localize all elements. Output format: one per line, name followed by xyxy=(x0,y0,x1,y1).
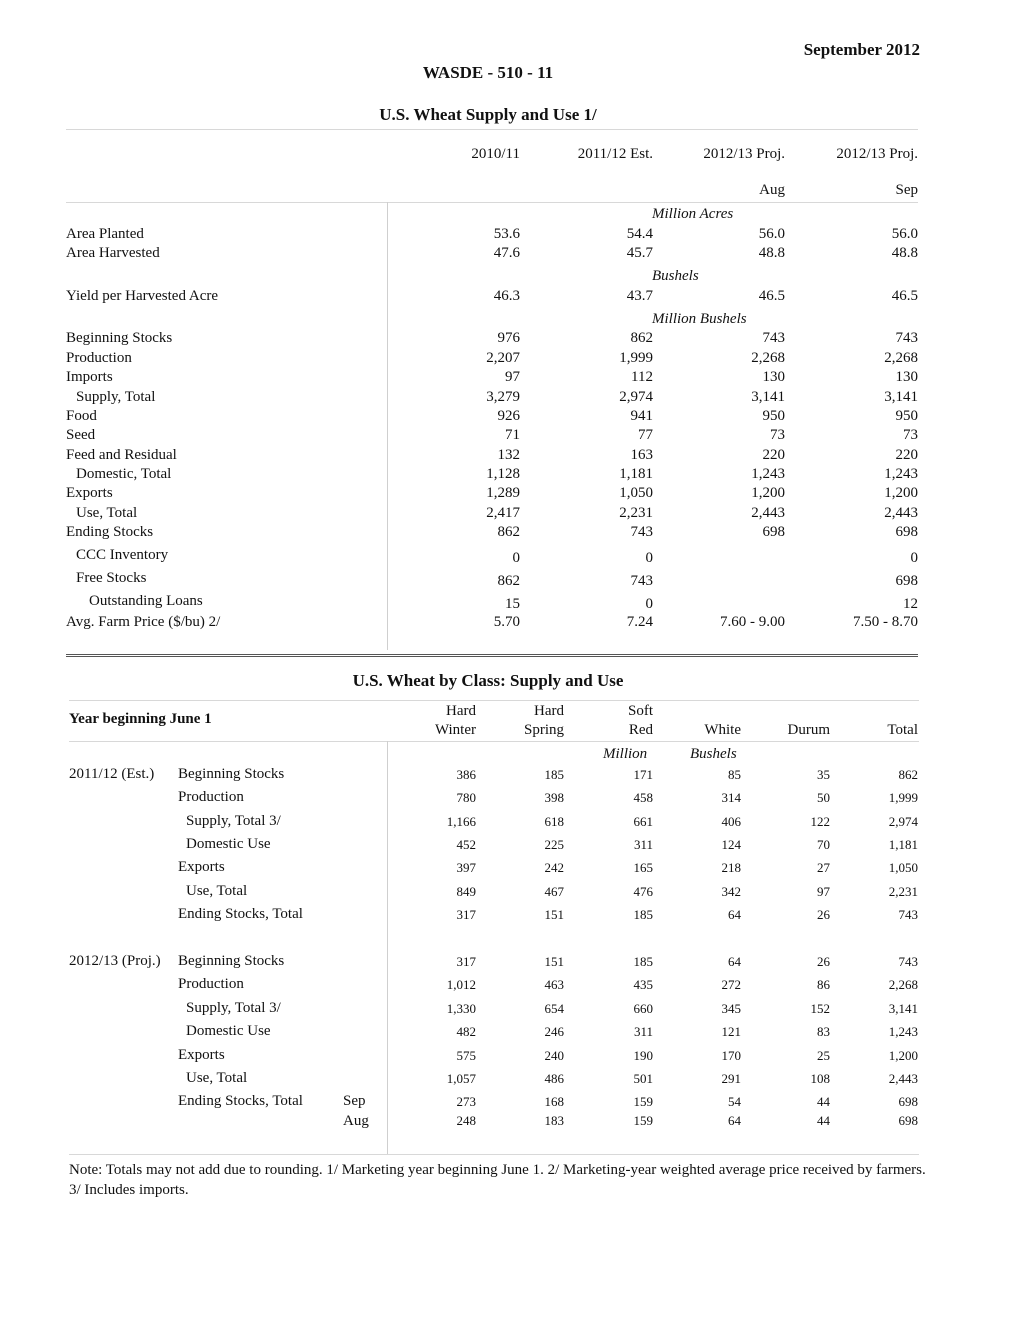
t2-row-label: Supply, Total 3/ xyxy=(186,1000,281,1016)
t2-row-label: Ending Stocks, Total xyxy=(178,906,303,922)
t2-cell: 1,166 xyxy=(446,814,476,829)
t2-cell: 1,330 xyxy=(446,1001,476,1016)
t2-row-label: Supply, Total 3/ xyxy=(186,813,281,829)
t2-cell: 152 xyxy=(810,1001,830,1016)
t2-cell: 654 xyxy=(544,1001,564,1016)
t1-cell: 130 xyxy=(895,369,918,385)
t2-cell: 345 xyxy=(721,1001,741,1016)
table2-header-rule xyxy=(69,741,919,742)
t2-cell: 463 xyxy=(544,977,564,992)
t1-subheader-aug: Aug xyxy=(759,182,785,198)
t2-cell: 618 xyxy=(544,814,564,829)
t1-row-label: Yield per Harvested Acre xyxy=(66,288,219,304)
t1-cell: 163 xyxy=(630,447,653,463)
table1-title: U.S. Wheat Supply and Use 1/ xyxy=(379,105,597,124)
t2-cell: 317 xyxy=(456,907,476,922)
t1-cell: 2,443 xyxy=(751,505,785,521)
t1-cell: 45.7 xyxy=(626,245,653,261)
t1-cell: 220 xyxy=(895,447,918,463)
t2-row-label: Production xyxy=(178,789,244,805)
t2-cell: 1,181 xyxy=(888,837,918,852)
ending-aug-label: Aug xyxy=(343,1113,369,1129)
t1-cell: 3,279 xyxy=(486,389,520,405)
t2-unit-million: Million xyxy=(603,746,648,762)
t2-cell: 575 xyxy=(456,1048,476,1063)
t1-cell: 743 xyxy=(762,330,785,346)
t1-cell: 1,243 xyxy=(751,466,785,482)
t2-col-header: Winter xyxy=(434,722,476,738)
t1-cell: 56.0 xyxy=(758,226,785,242)
t2-cell: 2,974 xyxy=(888,814,918,829)
t2-cell: 190 xyxy=(633,1048,653,1063)
table2-top-rule xyxy=(69,700,919,701)
t1-cell: 743 xyxy=(630,524,653,540)
t1-cell: 2,974 xyxy=(619,389,653,405)
group-2011-label: 2011/12 (Est.) xyxy=(69,766,155,782)
t2-cell: 397 xyxy=(456,860,476,875)
t1-unit-million-bushels: Million Bushels xyxy=(652,311,747,327)
t2-cell: 70 xyxy=(817,837,830,852)
t1-cell: 97 xyxy=(505,369,520,385)
t1-row-label: Supply, Total xyxy=(76,389,156,405)
t1-unit-million-acres: Million Acres xyxy=(652,206,734,222)
t2-cell: 64 xyxy=(728,907,741,922)
t2-cell: 246 xyxy=(544,1024,564,1039)
t2-row-label: Use, Total xyxy=(186,1070,248,1086)
t2-row-label: Domestic Use xyxy=(186,836,271,852)
t2-cell: 467 xyxy=(544,884,564,899)
t2-cell: 26 xyxy=(817,907,830,922)
t1-cell: 2,207 xyxy=(486,350,520,366)
t1-row-label: Use, Total xyxy=(76,505,138,521)
t2-cell: 26 xyxy=(817,954,830,969)
t2-cell: 386 xyxy=(456,767,476,782)
t2-cell: 311 xyxy=(633,1024,653,1039)
t2-cell: 97 xyxy=(817,884,830,899)
t2-cell: 122 xyxy=(810,814,830,829)
t1-cell: 3,141 xyxy=(884,389,918,405)
t2-cell: 1,012 xyxy=(446,977,476,992)
t2-cell: 86 xyxy=(817,977,830,992)
t2-cell: 458 xyxy=(633,790,653,805)
t2-row-label: Use, Total xyxy=(186,883,248,899)
t2-cell-aug: 698 xyxy=(898,1113,918,1128)
t2-col-header: Hard xyxy=(534,703,564,719)
t1-cell: 56.0 xyxy=(891,226,918,242)
t2-row-label: Production xyxy=(178,976,244,992)
t1-cell: 698 xyxy=(762,524,785,540)
t2-cell-aug: 183 xyxy=(544,1113,564,1128)
table1-divider xyxy=(387,202,388,650)
t2-cell: 151 xyxy=(544,907,564,922)
t1-row-label: Exports xyxy=(66,485,113,501)
t2-col-header: Red xyxy=(628,722,653,738)
t2-cell: 311 xyxy=(633,837,653,852)
t2-cell: 165 xyxy=(633,860,653,875)
t1-cell: 2,268 xyxy=(751,350,785,366)
t1-cell: 862 xyxy=(497,524,520,540)
t1-row-label: Beginning Stocks xyxy=(66,330,173,346)
t2-col-header: Hard xyxy=(446,703,476,719)
t1-cell: 5.70 xyxy=(493,614,520,630)
t1-row-label: CCC Inventory xyxy=(76,547,169,563)
t1-cell: 2,443 xyxy=(884,505,918,521)
t1-cell: 0 xyxy=(645,550,653,566)
t2-cell: 486 xyxy=(544,1071,564,1086)
t2-cell: 3,141 xyxy=(888,1001,918,1016)
t2-cell: 476 xyxy=(633,884,653,899)
t2-cell: 2,443 xyxy=(888,1071,918,1086)
t1-cell: 53.6 xyxy=(493,226,520,242)
t2-cell-aug: 159 xyxy=(633,1113,653,1128)
table1-top-rule xyxy=(66,129,918,130)
t2-col-header: Total xyxy=(887,722,918,738)
ending-sep-label: Sep xyxy=(343,1093,366,1109)
t1-row-label: Outstanding Loans xyxy=(89,593,203,609)
t2-cell: 108 xyxy=(810,1071,830,1086)
t1-cell: 47.6 xyxy=(493,245,520,261)
t1-row-label: Imports xyxy=(66,369,113,385)
t1-cell: 1,999 xyxy=(619,350,653,366)
t2-cell: 272 xyxy=(721,977,741,992)
t2-row-label: Domestic Use xyxy=(186,1023,271,1039)
t1-cell: 976 xyxy=(497,330,520,346)
t1-cell: 2,231 xyxy=(619,505,653,521)
t1-cell: 862 xyxy=(630,330,653,346)
t1-row-label: Feed and Residual xyxy=(66,447,177,463)
t1-row-label: Production xyxy=(66,350,132,366)
t2-cell: 171 xyxy=(633,767,653,782)
t2-cell: 54 xyxy=(728,1094,741,1109)
t1-cell: 7.60 - 9.00 xyxy=(720,614,785,630)
t1-cell: 48.8 xyxy=(891,245,918,261)
t2-cell: 168 xyxy=(544,1094,564,1109)
t2-cell: 501 xyxy=(633,1071,653,1086)
t2-cell: 698 xyxy=(898,1094,918,1109)
t1-cell: 132 xyxy=(497,447,520,463)
t2-cell: 121 xyxy=(721,1024,741,1039)
t1-col-header-1: 2010/11 xyxy=(471,146,520,162)
t1-cell: 743 xyxy=(895,330,918,346)
t1-cell: 1,200 xyxy=(884,485,918,501)
t2-cell: 151 xyxy=(544,954,564,969)
t2-cell: 342 xyxy=(721,884,741,899)
t1-cell: 73 xyxy=(903,427,918,443)
table1-header-rule xyxy=(66,202,918,203)
t1-row-label: Ending Stocks xyxy=(66,524,154,540)
t2-cell: 25 xyxy=(817,1048,830,1063)
t1-cell: 15 xyxy=(505,596,520,612)
t1-cell: 7.24 xyxy=(626,614,653,630)
t1-cell: 950 xyxy=(895,408,918,424)
t2-cell: 862 xyxy=(898,767,918,782)
table2-divider xyxy=(387,741,388,1154)
t1-cell: 1,200 xyxy=(751,485,785,501)
t1-cell: 950 xyxy=(762,408,785,424)
t2-cell-aug: 64 xyxy=(728,1113,741,1128)
year-beginning-label: Year beginning June 1 xyxy=(69,711,212,727)
t1-cell: 77 xyxy=(638,427,653,443)
t2-cell: 159 xyxy=(633,1094,653,1109)
t1-cell: 54.4 xyxy=(626,226,653,242)
t2-col-header: Spring xyxy=(523,722,564,738)
t2-cell: 170 xyxy=(721,1048,741,1063)
t2-cell: 1,050 xyxy=(888,860,918,875)
document-id: WASDE - 510 - 11 xyxy=(422,63,554,82)
t1-cell: 1,050 xyxy=(619,485,653,501)
t1-col-header-3: 2012/13 Proj. xyxy=(703,146,785,162)
table2-title: U.S. Wheat by Class: Supply and Use xyxy=(352,671,624,690)
t2-cell: 291 xyxy=(721,1071,741,1086)
t2-cell: 225 xyxy=(544,837,564,852)
t2-row-label: Ending Stocks, Total xyxy=(178,1093,303,1109)
t2-col-header: Soft xyxy=(627,703,653,719)
t1-cell: 43.7 xyxy=(626,288,653,304)
t1-cell: 1,181 xyxy=(619,466,653,482)
t2-cell: 1,200 xyxy=(888,1048,918,1063)
t2-cell: 124 xyxy=(721,837,741,852)
group-2012-label: 2012/13 (Proj.) xyxy=(69,953,161,969)
t1-cell: 46.3 xyxy=(493,288,520,304)
t2-cell: 242 xyxy=(544,860,564,875)
t2-row-label: Exports xyxy=(178,1047,225,1063)
t1-cell: 220 xyxy=(762,447,785,463)
t2-cell: 2,268 xyxy=(888,977,918,992)
t2-cell-aug: 248 xyxy=(456,1113,476,1128)
t1-unit-bushels: Bushels xyxy=(652,268,699,284)
t2-cell: 85 xyxy=(728,767,741,782)
t2-cell: 398 xyxy=(544,790,564,805)
footnote: Note: Totals may not add due to rounding. 1/ Marketing year beginning June 1. 2/ Marketing-year weighted average price received by farmers. 3/ Includes imports. xyxy=(69,1162,926,1198)
t2-cell: 27 xyxy=(817,860,830,875)
t1-cell: 698 xyxy=(895,573,918,589)
t1-row-label: Avg. Farm Price ($/bu) 2/ xyxy=(66,614,221,630)
t1-cell: 71 xyxy=(505,427,520,443)
t1-row-label: Area Planted xyxy=(66,226,144,242)
t2-cell: 35 xyxy=(817,767,830,782)
t2-cell: 185 xyxy=(544,767,564,782)
t1-cell: 2,417 xyxy=(486,505,520,521)
t2-col-header: White xyxy=(704,722,741,738)
t2-cell: 317 xyxy=(456,954,476,969)
t2-cell: 1,999 xyxy=(888,790,918,805)
t2-cell: 406 xyxy=(721,814,741,829)
t2-cell: 452 xyxy=(456,837,476,852)
t1-row-label: Food xyxy=(66,408,97,424)
t2-cell: 185 xyxy=(633,954,653,969)
t2-cell-aug: 44 xyxy=(817,1113,830,1128)
t1-cell: 7.50 - 8.70 xyxy=(853,614,918,630)
t2-cell: 44 xyxy=(817,1094,830,1109)
t2-cell: 2,231 xyxy=(888,884,918,899)
t2-cell: 1,057 xyxy=(446,1071,476,1086)
t1-row-label: Area Harvested xyxy=(66,245,160,261)
t2-cell: 314 xyxy=(721,790,741,805)
t2-cell: 743 xyxy=(898,954,918,969)
t2-cell: 64 xyxy=(728,954,741,969)
table2-bottom-rule xyxy=(69,1154,919,1155)
t2-row-label: Beginning Stocks xyxy=(178,766,285,782)
t1-row-label: Seed xyxy=(66,427,96,443)
t1-cell: 0 xyxy=(512,550,520,566)
t2-cell: 50 xyxy=(817,790,830,805)
t1-cell: 73 xyxy=(770,427,785,443)
t2-cell: 240 xyxy=(544,1048,564,1063)
t1-cell: 1,243 xyxy=(884,466,918,482)
t1-subheader-sep: Sep xyxy=(895,182,918,198)
t1-cell: 1,128 xyxy=(486,466,520,482)
t1-cell: 48.8 xyxy=(758,245,785,261)
t1-cell: 0 xyxy=(910,550,918,566)
report-date: September 2012 xyxy=(803,40,920,59)
t1-col-header-2: 2011/12 Est. xyxy=(577,146,653,162)
t2-unit-bushels: Bushels xyxy=(690,746,737,762)
t1-cell: 743 xyxy=(630,573,653,589)
t1-cell: 0 xyxy=(645,596,653,612)
t1-cell: 862 xyxy=(497,573,520,589)
t2-col-header: Durum xyxy=(787,722,830,738)
t2-row-label: Beginning Stocks xyxy=(178,953,285,969)
t2-cell: 849 xyxy=(456,884,476,899)
t1-cell: 46.5 xyxy=(758,288,785,304)
t1-cell: 941 xyxy=(630,408,653,424)
t2-cell: 780 xyxy=(456,790,476,805)
t1-row-label: Free Stocks xyxy=(76,570,147,586)
t1-cell: 926 xyxy=(497,408,520,424)
t2-cell: 482 xyxy=(456,1024,476,1039)
t2-row-label: Exports xyxy=(178,859,225,875)
t2-cell: 660 xyxy=(633,1001,653,1016)
t2-cell: 435 xyxy=(633,977,653,992)
t2-cell: 743 xyxy=(898,907,918,922)
t1-cell: 698 xyxy=(895,524,918,540)
t1-cell: 1,289 xyxy=(486,485,520,501)
table-separator xyxy=(66,654,918,657)
t1-col-header-4: 2012/13 Proj. xyxy=(836,146,918,162)
t2-cell: 661 xyxy=(633,814,653,829)
t1-cell: 12 xyxy=(903,596,918,612)
t2-cell: 218 xyxy=(721,860,741,875)
t1-row-label: Domestic, Total xyxy=(76,466,172,482)
t1-cell: 112 xyxy=(631,369,653,385)
t1-cell: 46.5 xyxy=(891,288,918,304)
t2-cell: 1,243 xyxy=(888,1024,918,1039)
t1-cell: 130 xyxy=(762,369,785,385)
t2-cell: 185 xyxy=(633,907,653,922)
t1-cell: 2,268 xyxy=(884,350,918,366)
t2-cell: 273 xyxy=(456,1094,476,1109)
t2-cell: 83 xyxy=(817,1024,830,1039)
t1-cell: 3,141 xyxy=(751,389,785,405)
